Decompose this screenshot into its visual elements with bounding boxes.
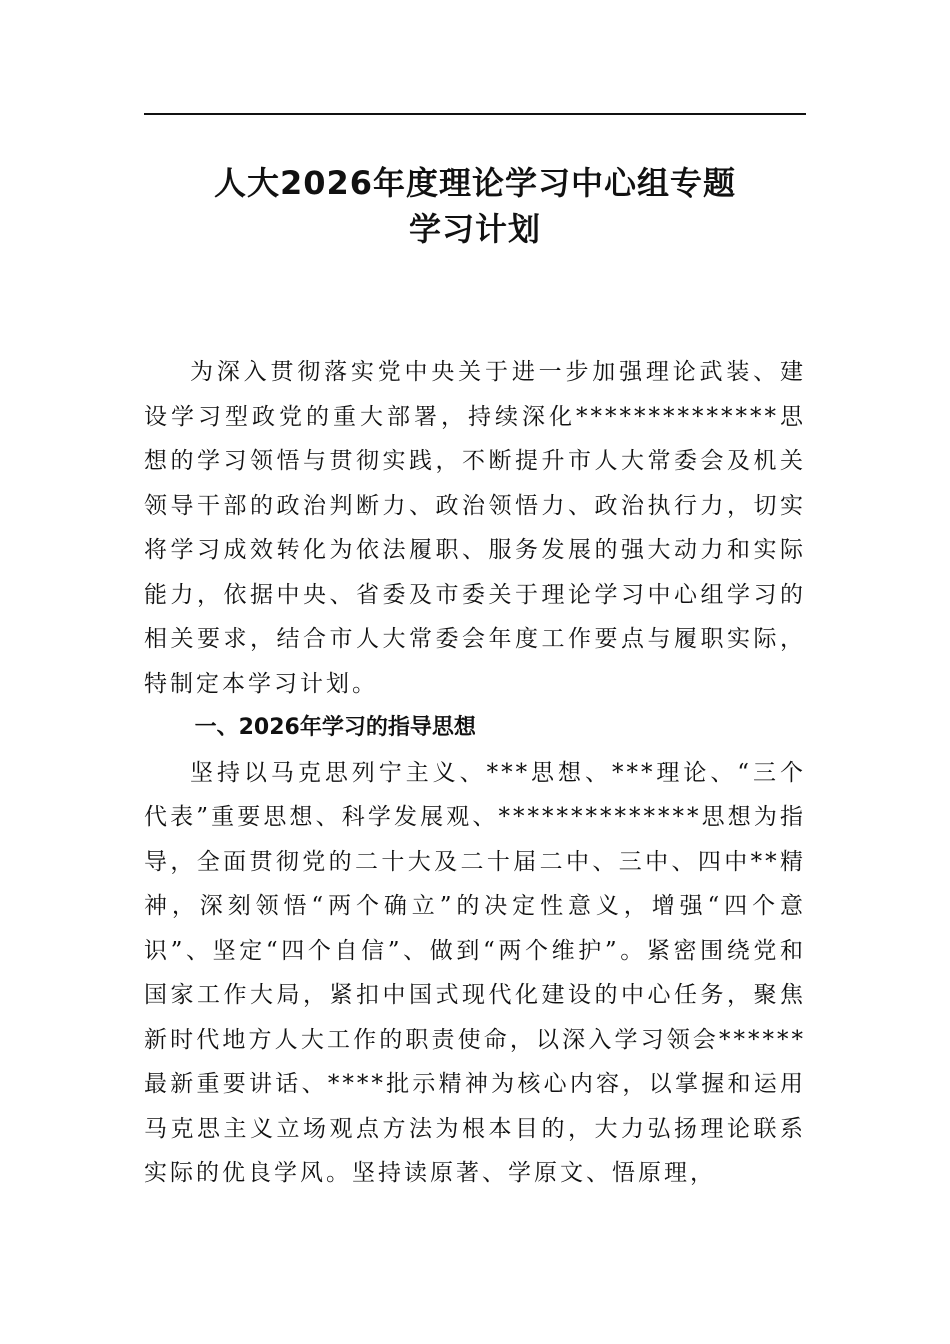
section-heading: 一、2026年学习的指导思想 <box>194 715 476 740</box>
title-line-1: 人大2026年度理论学习中心组专题 <box>213 164 737 202</box>
title-line-2: 学习计划 <box>408 210 541 248</box>
document-title <box>144 160 806 252</box>
intro-paragraph: 为深入贯彻落实党中央关于进一步加强理论武装、建设学习型政党的重大部署，持续深化**************思想的学习领悟与贯彻实践，不断提升市人大常委会及机关领导干部的政治判断力、政治领悟力、政治执行力，切实将学习成效转化为依法履职、服务发展的强大动力和实际能力，依据中央、省委及市委关于理论学习中心组学习的相关要求，结合市人大常委会年度工作要点与履职实际，特制定本学习计划。 <box>144 359 806 697</box>
document-body <box>144 350 806 1196</box>
header-rule <box>144 113 806 115</box>
section-paragraph: 坚持以马克思列宁主义、***思想、***理论、“三个代表”重要思想、科学发展观、**************思想为指导，全面贯彻党的二十大及二十届二中、三中、四中**精神，深刻领悟“两个确立”的决定性意义，增强“四个意识”、坚定“四个自信”、做到“两个维护”。紧密围绕党和国家工作大局，紧扣中国式现代化建设的中心任务，聚焦新时代地方人大工作的职责使命，以深入学习领会******最新重要讲话、****批示精神为核心内容，以掌握和运用马克思主义立场观点方法为根本目的，大力弘扬理论联系实际的优良学风。坚持读原著、学原文、悟原理， <box>144 759 806 1186</box>
